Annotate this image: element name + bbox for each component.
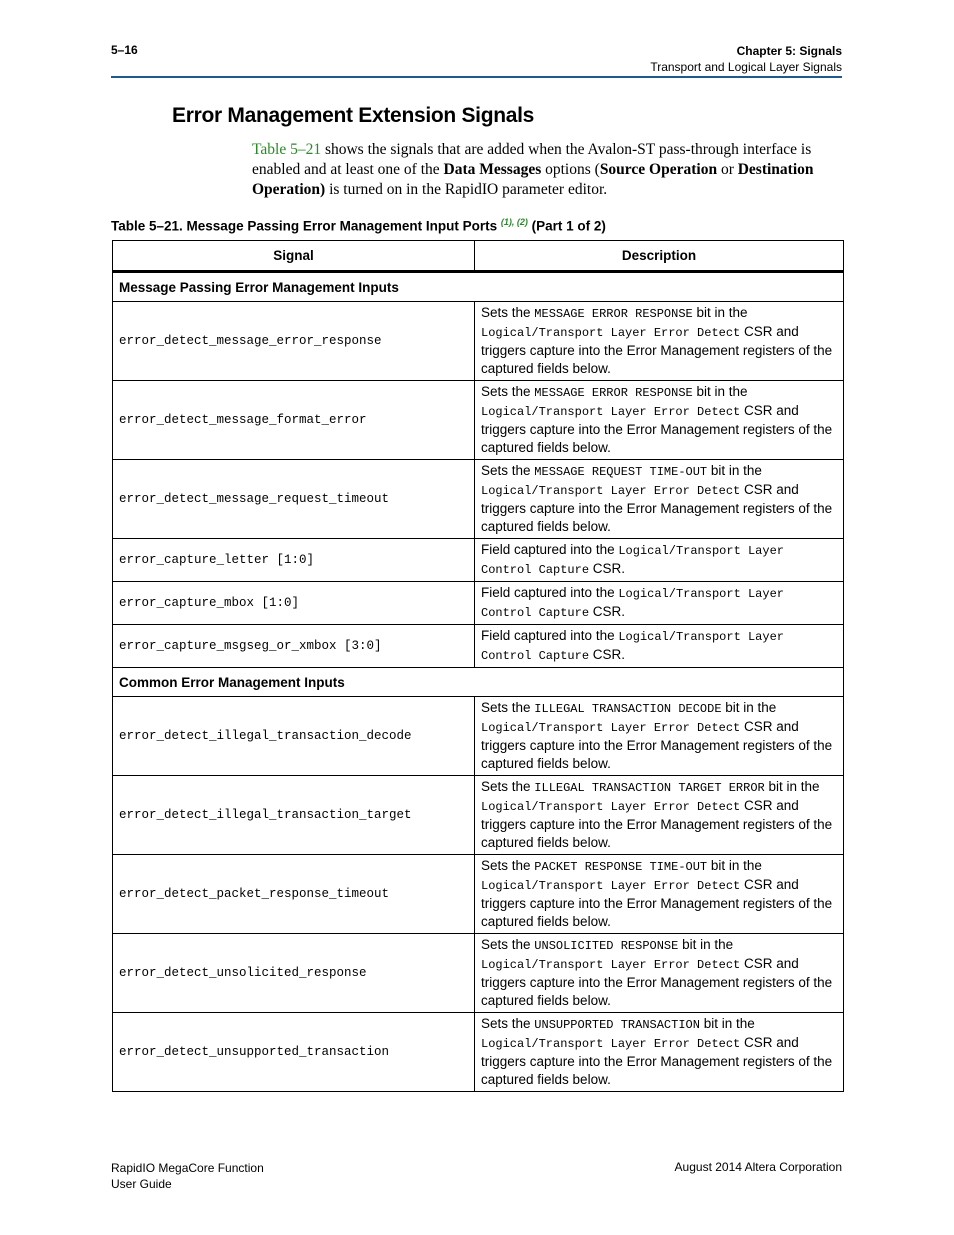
- desc-post: CSR.: [589, 647, 626, 662]
- desc-csr: Logical/Transport Layer Error Detect: [481, 484, 741, 498]
- signal-name: error_detect_illegal_transaction_decode: [113, 697, 475, 776]
- desc-csr: Logical/Transport Layer Control Capture: [481, 544, 784, 577]
- desc-csr: Logical/Transport Layer Control Capture: [481, 587, 784, 620]
- desc-field: ILLEGAL TRANSACTION DECODE: [534, 702, 722, 716]
- signal-name: error_detect_illegal_transaction_target: [113, 776, 475, 855]
- footer-date-company: August 2014 Altera Corporation: [674, 1160, 842, 1174]
- footer-product: RapidIO MegaCore Function: [111, 1161, 264, 1175]
- table-row: [113, 776, 844, 855]
- signal-name: error_capture_mbox [1:0]: [113, 582, 475, 625]
- desc-post: CSR and triggers capture into the Error Management registers of the captured fields below.: [481, 1035, 833, 1087]
- intro-paragraph: [252, 140, 847, 200]
- table-row: [113, 539, 844, 582]
- signal-description: [475, 302, 844, 381]
- desc-post: CSR and triggers capture into the Error Management registers of the captured fields below.: [481, 324, 833, 376]
- desc-field: ILLEGAL TRANSACTION TARGET ERROR: [534, 781, 765, 795]
- desc-field: MESSAGE ERROR RESPONSE: [534, 307, 693, 321]
- section-title: Message Passing Error Management Inputs: [113, 272, 844, 302]
- desc-post: CSR and triggers capture into the Error Management registers of the captured fields below.: [481, 956, 833, 1008]
- desc-mid: bit in the: [764, 779, 820, 794]
- desc-pre: Sets the: [481, 937, 535, 952]
- intro-bold-3: Destination Operation): [252, 161, 814, 198]
- table-header-row: [113, 241, 844, 272]
- caption-part: (Part 1 of 2): [527, 218, 606, 234]
- section-title: Common Error Management Inputs: [113, 668, 844, 697]
- desc-field: UNSOLICITED RESPONSE: [534, 939, 679, 953]
- signal-description: [475, 1013, 844, 1092]
- signal-description: [475, 934, 844, 1013]
- desc-mid: bit in the: [692, 305, 748, 320]
- desc-csr: Logical/Transport Layer Error Detect: [481, 958, 741, 972]
- signals-table: [112, 240, 844, 1092]
- desc-csr: Logical/Transport Layer Error Detect: [481, 326, 741, 340]
- table-row: [113, 625, 844, 668]
- desc-post: CSR and triggers capture into the Error Management registers of the captured fields below.: [481, 719, 833, 771]
- desc-post: CSR and triggers capture into the Error Management registers of the captured fields below.: [481, 403, 833, 455]
- caption-text: Table 5–21. Message Passing Error Management Input Ports: [111, 218, 501, 234]
- signal-description: [475, 381, 844, 460]
- desc-field: PACKET RESPONSE TIME-OUT: [534, 860, 708, 874]
- section-row: [113, 668, 844, 697]
- signal-name: error_detect_message_request_timeout: [113, 460, 475, 539]
- signal-description: [475, 539, 844, 582]
- table-row: [113, 934, 844, 1013]
- table-row: [113, 1013, 844, 1092]
- intro-bold-1: Data Messages: [443, 161, 542, 178]
- header-description: Description: [475, 241, 844, 272]
- table-row: [113, 855, 844, 934]
- table-caption: [111, 217, 606, 234]
- desc-pre: Sets the: [481, 700, 535, 715]
- table-link[interactable]: Table 5–21: [252, 141, 322, 158]
- desc-pre: Sets the: [481, 1016, 535, 1031]
- table-row: [113, 582, 844, 625]
- signal-name: error_capture_letter [1:0]: [113, 539, 475, 582]
- table-body: [113, 272, 844, 1092]
- desc-csr: Logical/Transport Layer Error Detect: [481, 879, 741, 893]
- desc-post: CSR.: [589, 561, 626, 576]
- footer-guide: User Guide: [111, 1177, 172, 1191]
- signal-description: [475, 625, 844, 668]
- running-header: [650, 43, 842, 75]
- desc-csr: Logical/Transport Layer Error Detect: [481, 800, 741, 814]
- desc-mid: bit in the: [707, 858, 762, 873]
- desc-post: CSR and triggers capture into the Error Management registers of the captured fields below.: [481, 482, 833, 534]
- desc-post: CSR and triggers capture into the Error Management registers of the captured fields below.: [481, 877, 833, 929]
- desc-field: UNSUPPORTED TRANSACTION: [534, 1018, 700, 1032]
- desc-pre: Sets the: [481, 305, 535, 320]
- header-rule: [111, 76, 842, 78]
- signal-description: [475, 697, 844, 776]
- desc-pre: Field captured into the: [481, 628, 619, 643]
- section-row: [113, 272, 844, 302]
- desc-post: CSR.: [589, 604, 626, 619]
- intro-text-2: options (: [541, 161, 600, 178]
- desc-csr: Logical/Transport Layer Control Capture: [481, 630, 784, 663]
- signal-name: error_capture_msgseg_or_xmbox [3:0]: [113, 625, 475, 668]
- desc-mid: bit in the: [692, 384, 748, 399]
- signal-name: error_detect_packet_response_timeout: [113, 855, 475, 934]
- table-row: [113, 697, 844, 776]
- signal-description: [475, 460, 844, 539]
- desc-mid: bit in the: [699, 1016, 755, 1031]
- desc-csr: Logical/Transport Layer Error Detect: [481, 721, 741, 735]
- intro-text-3: or: [717, 161, 738, 178]
- signal-name: error_detect_unsupported_transaction: [113, 1013, 475, 1092]
- signal-description: [475, 855, 844, 934]
- desc-mid: bit in the: [721, 700, 777, 715]
- desc-pre: Sets the: [481, 463, 535, 478]
- desc-csr: Logical/Transport Layer Error Detect: [481, 1037, 741, 1051]
- desc-csr: Logical/Transport Layer Error Detect: [481, 405, 741, 419]
- table-row: [113, 460, 844, 539]
- desc-pre: Sets the: [481, 858, 535, 873]
- desc-mid: bit in the: [707, 463, 762, 478]
- header-signal: Signal: [113, 241, 475, 272]
- intro-text-4: is turned on in the RapidIO parameter editor.: [325, 181, 608, 198]
- table-row: [113, 381, 844, 460]
- page-number: 5–16: [111, 43, 138, 57]
- section-title: Transport and Logical Layer Signals: [650, 60, 842, 74]
- intro-bold-2: Source Operation: [599, 161, 718, 178]
- signal-name: error_detect_unsolicited_response: [113, 934, 475, 1013]
- desc-pre: Sets the: [481, 384, 535, 399]
- desc-pre: Field captured into the: [481, 585, 619, 600]
- signal-description: [475, 776, 844, 855]
- footer-left: [111, 1160, 264, 1192]
- intro-text-1: shows the signals that are added when the Avalon-ST pass-through interface is enabled and at least one of the: [252, 141, 812, 178]
- desc-pre: Sets the: [481, 779, 535, 794]
- signal-description: [475, 582, 844, 625]
- desc-mid: bit in the: [678, 937, 734, 952]
- desc-pre: Field captured into the: [481, 542, 619, 557]
- caption-footnotes[interactable]: (1), (2): [500, 217, 528, 227]
- desc-field: MESSAGE ERROR RESPONSE: [534, 386, 693, 400]
- chapter-title: Chapter 5: Signals: [736, 44, 842, 58]
- desc-field: MESSAGE REQUEST TIME-OUT: [534, 465, 708, 479]
- section-heading: Error Management Extension Signals: [172, 104, 535, 127]
- table-row: [113, 302, 844, 381]
- signal-name: error_detect_message_error_response: [113, 302, 475, 381]
- desc-post: CSR and triggers capture into the Error Management registers of the captured fields below.: [481, 798, 833, 850]
- signal-name: error_detect_message_format_error: [113, 381, 475, 460]
